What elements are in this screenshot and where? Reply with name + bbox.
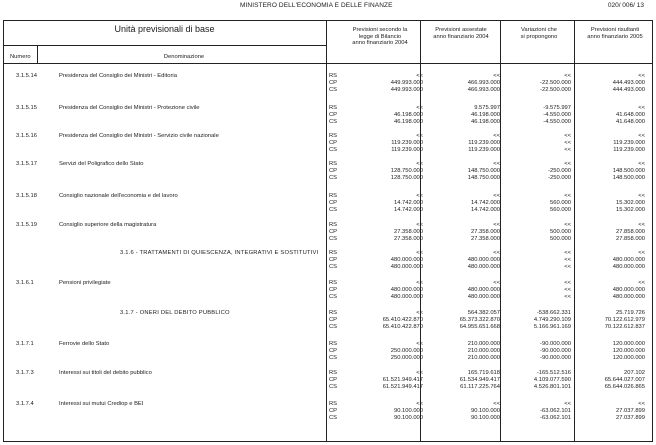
value-line — [4, 324, 652, 331]
value-variazioni: << — [564, 222, 571, 228]
value-line — [4, 294, 652, 301]
value-risultanti: 70.122.612.979 — [604, 317, 645, 323]
value-variazioni: << — [564, 264, 571, 270]
row-code: 3.1.5.14 — [16, 73, 37, 79]
value-risultanti: << — [638, 161, 645, 167]
value-variazioni: 500.000 — [550, 236, 571, 242]
line-type: CP — [329, 348, 338, 354]
value-line — [4, 147, 652, 154]
line-type: CS — [329, 236, 338, 242]
value-legge-bilancio: << — [416, 310, 423, 316]
value-risultanti: 119.239.000 — [613, 147, 645, 153]
header-col-variazioni — [502, 27, 576, 40]
header-col3-line: Variazioni che — [521, 27, 557, 33]
value-line — [4, 193, 652, 200]
value-line — [4, 236, 652, 243]
ministry-title: MINISTERO DELL'ECONOMIA E DELLE FINANZE — [240, 2, 393, 9]
value-legge-bilancio: << — [416, 133, 423, 139]
value-variazioni: 4.526.801.101 — [533, 384, 571, 390]
value-variazioni: -4.550.000 — [543, 112, 571, 118]
value-variazioni: 4.749.290.109 — [533, 317, 571, 323]
value-risultanti: 27.037.899 — [615, 408, 645, 414]
value-risultanti: 120.000.000 — [612, 348, 645, 354]
value-assestate: << — [493, 133, 500, 139]
value-legge-bilancio: 65.410.422.870 — [382, 324, 423, 330]
value-variazioni: -22.500.000 — [540, 87, 571, 93]
value-variazioni: -90.000.000 — [540, 341, 571, 347]
value-risultanti: 120.000.000 — [612, 355, 645, 361]
row-code: 3.1.5.18 — [16, 193, 37, 199]
value-legge-bilancio: 14.742.000 — [393, 207, 423, 213]
line-type: CP — [329, 317, 338, 323]
row-description: Interessi sui titoli del debito pubblico — [59, 370, 152, 376]
value-assestate: 14.742.000 — [470, 200, 500, 206]
value-legge-bilancio: 480.000.000 — [390, 294, 423, 300]
header-col3-line: si propongono — [520, 33, 558, 40]
value-risultanti: 27.858.000 — [615, 236, 645, 242]
line-type: CS — [329, 384, 338, 390]
row-code: 3.1.5.16 — [16, 133, 37, 139]
value-legge-bilancio: << — [416, 222, 423, 228]
value-assestate: 480.000.000 — [467, 294, 500, 300]
line-type: CP — [329, 140, 338, 146]
line-type: CP — [329, 200, 338, 206]
value-line — [4, 133, 652, 140]
value-legge-bilancio: << — [416, 341, 423, 347]
row-code: 3.1.6.1 — [16, 280, 34, 286]
row-description: Consiglio superiore della magistratura — [59, 222, 157, 228]
value-risultanti: << — [638, 280, 645, 286]
value-risultanti: 27.037.899 — [615, 415, 645, 421]
header-unit: Unità previsionali di base — [114, 24, 215, 34]
value-assestate: 90.100.000 — [470, 415, 500, 421]
value-assestate: << — [493, 222, 500, 228]
value-assestate: 466.993.000 — [467, 87, 500, 93]
value-assestate: 564.382.057 — [467, 310, 500, 316]
line-type: RS — [329, 193, 338, 199]
line-type: RS — [329, 133, 338, 139]
value-variazioni: << — [564, 73, 571, 79]
value-risultanti: 148.500.000 — [612, 175, 645, 181]
value-risultanti: 65.644.027.007 — [604, 377, 645, 383]
value-line — [4, 140, 652, 147]
row-code: 3.1.5.15 — [16, 105, 37, 111]
value-risultanti: 65.644.026.865 — [604, 384, 645, 390]
value-variazioni: << — [564, 133, 571, 139]
value-assestate: 148.750.000 — [467, 168, 500, 174]
budget-table — [3, 20, 653, 442]
line-type: RS — [329, 310, 338, 316]
header-col-legge-bilancio — [340, 27, 420, 47]
value-risultanti: << — [638, 105, 645, 111]
header-col-risultanti — [576, 27, 654, 40]
line-type: RS — [329, 222, 338, 228]
value-assestate: 119.239.000 — [468, 147, 500, 153]
line-type: CP — [329, 229, 338, 235]
value-variazioni: 500.000 — [550, 229, 571, 235]
line-type: CS — [329, 207, 338, 213]
value-line — [4, 87, 652, 94]
page-header — [0, 2, 656, 12]
value-risultanti: << — [638, 193, 645, 199]
value-risultanti: 15.302.000 — [615, 207, 645, 213]
value-legge-bilancio: << — [416, 250, 423, 256]
value-variazioni: << — [564, 257, 571, 263]
value-line — [4, 222, 652, 229]
value-assestate: 46.198.000 — [470, 119, 500, 125]
value-risultanti: 120.000.000 — [612, 341, 645, 347]
value-legge-bilancio: 27.358.000 — [393, 236, 423, 242]
value-line — [4, 80, 652, 87]
value-line — [4, 250, 652, 257]
row-code: 3.1.7.3 — [16, 370, 34, 376]
line-type: RS — [329, 401, 338, 407]
row-code: 3.1.5.17 — [16, 161, 37, 167]
value-assestate: 480.000.000 — [467, 287, 500, 293]
value-legge-bilancio: 128.750.000 — [390, 168, 423, 174]
line-type: CP — [329, 112, 338, 118]
value-assestate: << — [493, 193, 500, 199]
value-legge-bilancio: 480.000.000 — [390, 287, 423, 293]
value-assestate: 14.742.000 — [470, 207, 500, 213]
value-risultanti: 480.000.000 — [612, 287, 645, 293]
value-legge-bilancio: 250.000.000 — [390, 355, 423, 361]
line-type: CP — [329, 408, 338, 414]
value-assestate: 61.117.225.764 — [460, 384, 500, 390]
value-assestate: 165.719.618 — [467, 370, 500, 376]
value-variazioni: << — [564, 147, 571, 153]
value-variazioni: -538.662.331 — [536, 310, 571, 316]
value-legge-bilancio: 46.198.000 — [393, 112, 423, 118]
value-line — [4, 280, 652, 287]
header-col2-line: anno finanziario 2004 — [433, 33, 489, 40]
section-title: 3.1.7 - ONERI DEL DEBITO PUBBLICO — [120, 310, 230, 316]
row-code: 3.1.5.19 — [16, 222, 37, 228]
line-type: CS — [329, 294, 338, 300]
value-assestate: 480.000.000 — [467, 264, 500, 270]
value-legge-bilancio: 90.100.000 — [393, 415, 423, 421]
value-line — [4, 73, 652, 80]
value-assestate: << — [493, 73, 500, 79]
line-type: CS — [329, 264, 338, 270]
header-col1-line: Previsioni secondo la — [352, 27, 408, 33]
value-legge-bilancio: 27.358.000 — [393, 229, 423, 235]
row-description: Ferrovie dello Stato — [59, 341, 110, 347]
value-line — [4, 377, 652, 384]
value-line — [4, 370, 652, 377]
value-line — [4, 341, 652, 348]
value-assestate: 64.955.651.668 — [459, 324, 500, 330]
value-risultanti: 41.648.000 — [615, 119, 645, 125]
value-assestate: 119.239.000 — [468, 140, 500, 146]
value-variazioni: -9.575.997 — [543, 105, 571, 111]
row-code: 3.1.7.4 — [16, 401, 34, 407]
row-description: Servizi del Poligrafico dello Stato — [59, 161, 144, 167]
row-description: Pensioni privilegiate — [59, 280, 111, 286]
value-risultanti: 41.648.000 — [615, 112, 645, 118]
value-assestate: 90.100.000 — [470, 408, 500, 414]
value-assestate: 61.534.949.417 — [459, 377, 500, 383]
value-line — [4, 175, 652, 182]
value-line — [4, 264, 652, 271]
line-type: CS — [329, 415, 338, 421]
line-type: CS — [329, 119, 338, 125]
row-description: Consiglio nazionale dell'economia e del lavoro — [59, 193, 178, 199]
value-variazioni: << — [564, 294, 571, 300]
value-line — [4, 105, 652, 112]
value-assestate: 480.000.000 — [467, 257, 500, 263]
value-line — [4, 408, 652, 415]
header-bottom-rule — [4, 63, 652, 64]
value-variazioni: << — [564, 250, 571, 256]
line-type: RS — [329, 73, 338, 79]
header-col2-line: Previsioni assestate — [435, 27, 487, 33]
value-line — [4, 317, 652, 324]
header-divider — [4, 45, 326, 46]
value-legge-bilancio: 119.239.000 — [391, 140, 423, 146]
value-variazioni: -63.062.101 — [540, 415, 571, 421]
value-risultanti: 119.239.000 — [613, 140, 645, 146]
value-risultanti: 70.122.612.837 — [604, 324, 645, 330]
value-legge-bilancio: 449.993.000 — [390, 87, 423, 93]
header-col-assestate — [422, 27, 500, 40]
value-line — [4, 168, 652, 175]
value-line — [4, 415, 652, 422]
value-variazioni: << — [564, 193, 571, 199]
value-legge-bilancio: << — [416, 105, 423, 111]
value-risultanti: 444.493.000 — [612, 87, 645, 93]
value-variazioni: << — [564, 140, 571, 146]
header-col1-line: legge di Bilancio — [358, 33, 402, 40]
value-assestate: 65.373.322.870 — [459, 317, 500, 323]
line-type: CP — [329, 168, 338, 174]
value-line — [4, 401, 652, 408]
value-legge-bilancio: 128.750.000 — [390, 175, 423, 181]
section-title: 3.1.6 - TRATTAMENTI DI QUIESCENZA, INTEGRATIVI E SOSTITUTIVI — [120, 250, 319, 256]
line-type: CP — [329, 257, 338, 263]
value-legge-bilancio: 14.742.000 — [393, 200, 423, 206]
value-variazioni: << — [564, 401, 571, 407]
value-line — [4, 355, 652, 362]
value-risultanti: << — [638, 222, 645, 228]
line-type: CS — [329, 324, 338, 330]
value-legge-bilancio: 480.000.000 — [390, 264, 423, 270]
value-risultanti: << — [638, 73, 645, 79]
line-type: CS — [329, 355, 338, 361]
value-line — [4, 348, 652, 355]
value-legge-bilancio: 480.000.000 — [390, 257, 423, 263]
line-type: RS — [329, 370, 338, 376]
row-description: Presidenza del Consiglio dei Ministri - Servizio civile nazionale — [59, 133, 219, 139]
value-line — [4, 119, 652, 126]
row-description: Interessi sui mutui Crediop e BEI — [59, 401, 144, 407]
line-type: CP — [329, 377, 338, 383]
value-variazioni: << — [564, 280, 571, 286]
value-line — [4, 207, 652, 214]
line-type: RS — [329, 161, 338, 167]
value-legge-bilancio: << — [416, 161, 423, 167]
value-assestate: 46.198.000 — [470, 112, 500, 118]
value-line — [4, 310, 652, 317]
value-risultanti: 480.000.000 — [612, 294, 645, 300]
value-risultanti: << — [638, 250, 645, 256]
line-type: CS — [329, 147, 338, 153]
value-assestate: 210.000.000 — [467, 341, 500, 347]
value-risultanti: 207.102 — [624, 370, 645, 376]
value-line — [4, 229, 652, 236]
value-assestate: 210.000.000 — [467, 348, 500, 354]
value-legge-bilancio: << — [416, 401, 423, 407]
value-legge-bilancio: 61.521.949.417 — [382, 377, 423, 383]
header-col4-line: anno finanziario 2005 — [587, 33, 643, 40]
value-legge-bilancio: << — [416, 370, 423, 376]
value-risultanti: 148.500.000 — [612, 168, 645, 174]
value-legge-bilancio: << — [416, 193, 423, 199]
header-col1-line: anno finanziario 2004 — [352, 40, 408, 47]
value-legge-bilancio: 65.410.422.870 — [382, 317, 423, 323]
value-variazioni: -4.550.000 — [543, 119, 571, 125]
value-legge-bilancio: 61.521.949.417 — [382, 384, 423, 390]
value-risultanti: << — [638, 401, 645, 407]
value-variazioni: -22.500.000 — [540, 80, 571, 86]
value-risultanti: 480.000.000 — [612, 264, 645, 270]
value-risultanti: 444.493.000 — [612, 80, 645, 86]
value-assestate: 27.358.000 — [470, 236, 500, 242]
numero-column-rule — [37, 45, 38, 63]
value-variazioni: -165.512.516 — [536, 370, 571, 376]
value-risultanti: << — [638, 133, 645, 139]
header-denominazione: Denominazione — [163, 54, 205, 60]
line-type: CP — [329, 287, 338, 293]
value-assestate: << — [493, 280, 500, 286]
value-legge-bilancio: << — [416, 73, 423, 79]
value-line — [4, 161, 652, 168]
value-line — [4, 200, 652, 207]
value-assestate: 9.575.997 — [474, 105, 500, 111]
line-type: CS — [329, 87, 338, 93]
value-variazioni: << — [564, 287, 571, 293]
value-legge-bilancio: 449.993.000 — [390, 80, 423, 86]
value-variazioni: -90.000.000 — [540, 355, 571, 361]
value-legge-bilancio: 119.239.000 — [391, 147, 423, 153]
value-variazioni: -250.000 — [548, 168, 571, 174]
row-code: 3.1.7.1 — [16, 341, 34, 347]
value-risultanti: 25.719.726 — [615, 310, 645, 316]
value-legge-bilancio: 46.198.000 — [393, 119, 423, 125]
value-legge-bilancio: << — [416, 280, 423, 286]
value-variazioni: -250.000 — [548, 175, 571, 181]
value-assestate: << — [493, 401, 500, 407]
value-variazioni: 4.109.077.590 — [533, 377, 571, 383]
line-type: CS — [329, 175, 338, 181]
line-type: RS — [329, 250, 338, 256]
value-line — [4, 384, 652, 391]
value-variazioni: -90.000.000 — [540, 348, 571, 354]
value-line — [4, 287, 652, 294]
value-assestate: 466.993.000 — [467, 80, 500, 86]
value-legge-bilancio: 250.000.000 — [390, 348, 423, 354]
value-variazioni: 5.166.961.169 — [533, 324, 571, 330]
header-col4-line: Previsioni risultanti — [590, 27, 640, 33]
value-variazioni: -63.062.101 — [540, 408, 571, 414]
line-type: RS — [329, 105, 338, 111]
value-assestate: 27.358.000 — [470, 229, 500, 235]
line-type: RS — [329, 341, 338, 347]
value-risultanti: 27.858.000 — [615, 229, 645, 235]
value-line — [4, 112, 652, 119]
value-legge-bilancio: 90.100.000 — [393, 408, 423, 414]
page-number: 020/ 006/ 13 — [607, 2, 644, 9]
value-variazioni: 560.000 — [550, 200, 571, 206]
value-risultanti: 480.000.000 — [612, 257, 645, 263]
line-type: RS — [329, 280, 338, 286]
value-assestate: 148.750.000 — [467, 175, 500, 181]
line-type: CP — [329, 80, 338, 86]
value-assestate: << — [493, 250, 500, 256]
row-description: Presidenza del Consiglio dei Ministri - Editoria — [59, 73, 177, 79]
value-assestate: 210.000.000 — [467, 355, 500, 361]
value-variazioni: << — [564, 161, 571, 167]
value-risultanti: 15.302.000 — [615, 200, 645, 206]
value-line — [4, 257, 652, 264]
row-description: Presidenza del Consiglio dei Ministri - Protezione civile — [59, 105, 200, 111]
value-assestate: << — [493, 161, 500, 167]
header-numero: Numero — [10, 54, 31, 60]
value-variazioni: 560.000 — [550, 207, 571, 213]
